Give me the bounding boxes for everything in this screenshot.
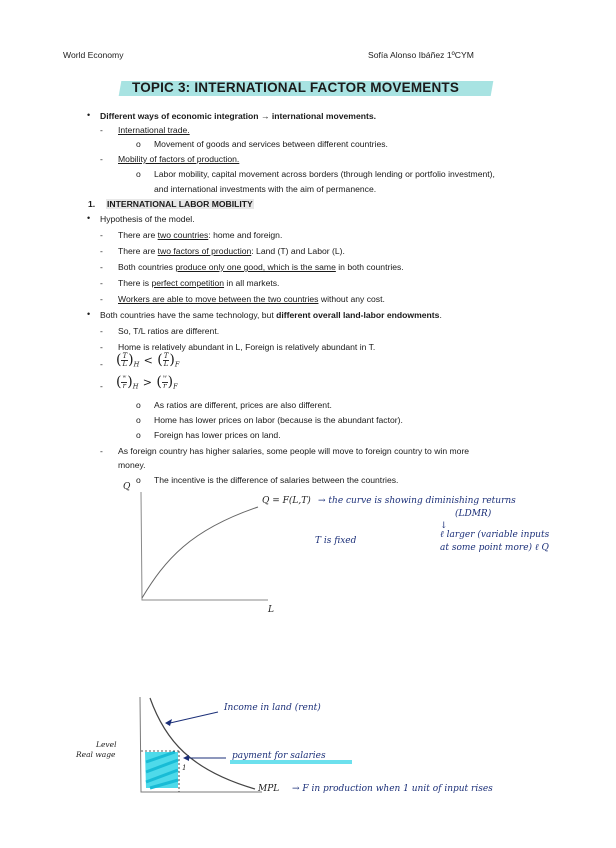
mobility-label: Mobility of factors of production. [118,154,240,164]
bullet-icon: • [87,309,91,319]
hypothesis-3: Both countries produce only one good, which is the same in both countries. [118,262,404,272]
graph1-note-3: ℓ larger (variable inputs [440,530,550,540]
dash-icon: - [100,342,103,352]
bullet-icon: • [87,213,91,223]
graph2-income-arrow [170,712,218,723]
section-heading: INTERNATIONAL LABOR MOBILITY [107,199,253,209]
prices-3: Foreign has lower prices on land. [154,430,281,440]
intro-main: Different ways of economic integration → international movements. [100,111,377,121]
section-number: 1. [88,199,96,209]
circle-bullet-icon: o [136,475,141,485]
hypothesis-4: There is perfect competition in all markets. [118,278,280,288]
dash-icon: - [100,246,103,256]
graph1-arrow: ↓ [440,521,448,531]
circle-bullet-icon: o [136,430,141,440]
graph1-note-1: → the curve is showing diminishing returns [318,496,516,506]
dash-icon: - [100,294,103,304]
circle-bullet-icon: o [136,169,141,179]
dash-icon: - [100,278,103,288]
formula-wage-rent: ( $\frac{\text{ʷ}}{r}$ )$_H$ > ( $\frac{\text{ʷ}}{r}$ )$_F$ [116,373,178,391]
graph1-x-label: L [268,605,274,615]
ratios-line: So, T/L ratios are different. [118,326,220,336]
graph2-mark: 1 [182,764,187,772]
arrowhead-icon [183,755,189,761]
header-right: Sofía Alonso Ibáñez 1ºCYM [368,50,474,60]
bullet-icon: • [87,110,91,120]
graph1-y-label: Q [123,482,131,492]
dash-icon: - [100,230,103,240]
circle-bullet-icon: o [136,139,141,149]
circle-bullet-icon: o [136,415,141,425]
graph2-income-note: Income in land (rent) [224,703,321,713]
prices-2: Home has lower prices on labor (because is the abundant factor). [154,415,403,425]
dash-icon: - [100,125,103,135]
graph1-fixed: T is fixed [315,536,357,546]
prices-1: As ratios are different, prices are also different. [154,400,332,410]
graph2-mpl-note: → F in production when 1 unit of input rises [292,784,493,794]
mobility-detail-1: Labor mobility, capital movement across borders (through lending or portfolio investment), [154,169,495,179]
dash-icon: - [100,262,103,272]
formula-land-labor: ( $\frac{T}{L}$ )$_H$ < ( $\frac{T}{L}$ )$_F$ [116,351,180,369]
incentive-line: The incentive is the difference of salaries between the countries. [154,475,399,485]
graph2-y-label-2: Real wage [76,750,116,759]
page-title: TOPIC 3: INTERNATIONAL FACTOR MOVEMENTS [132,80,460,95]
hypothesis: Hypothesis of the model. [100,214,195,224]
technology-line: Both countries have the same technology, but different overall land-labor endowments. [100,310,442,320]
salaries-1: As foreign country has higher salaries, some people will move to foreign country to win more [118,446,470,456]
graph2-payment-note: payment for salaries [232,751,326,761]
graph2-mpl-label: MPL [258,784,280,794]
abundance-line: Home is relatively abundant in L, Foreign is relatively abundant in T. [118,342,376,352]
salaries-2: money. [118,460,146,470]
hypothesis-2: There are two factors of production: Land (T) and Labor (L). [118,246,345,256]
dash-icon: - [100,359,103,369]
circle-bullet-icon: o [136,400,141,410]
mobility-detail-2: and international investments with the aim of permanence. [154,184,377,194]
dash-icon: - [100,446,103,456]
graph1-axes [141,492,268,600]
header-left: World Economy [63,50,124,60]
hypothesis-5: Workers are able to move between the two countries without any cost. [118,294,385,304]
dash-icon: - [100,326,103,336]
graph1-note-4: at some point more) ℓ Q [440,543,549,553]
graph1-curve-label: Q = F(L,T) [262,496,311,506]
hypothesis-1: There are two countries: home and foreign. [118,230,283,240]
graph2-y-label-1: Level [96,740,117,749]
graph1-note-2: (LDMR) [455,509,492,519]
dash-icon: - [100,381,103,391]
dash-icon: - [100,154,103,164]
graph1-production-curve [142,507,258,598]
trade-label: International trade. [118,125,190,135]
arrowhead-icon [165,719,172,726]
trade-detail: Movement of goods and services between different countries. [154,139,388,149]
